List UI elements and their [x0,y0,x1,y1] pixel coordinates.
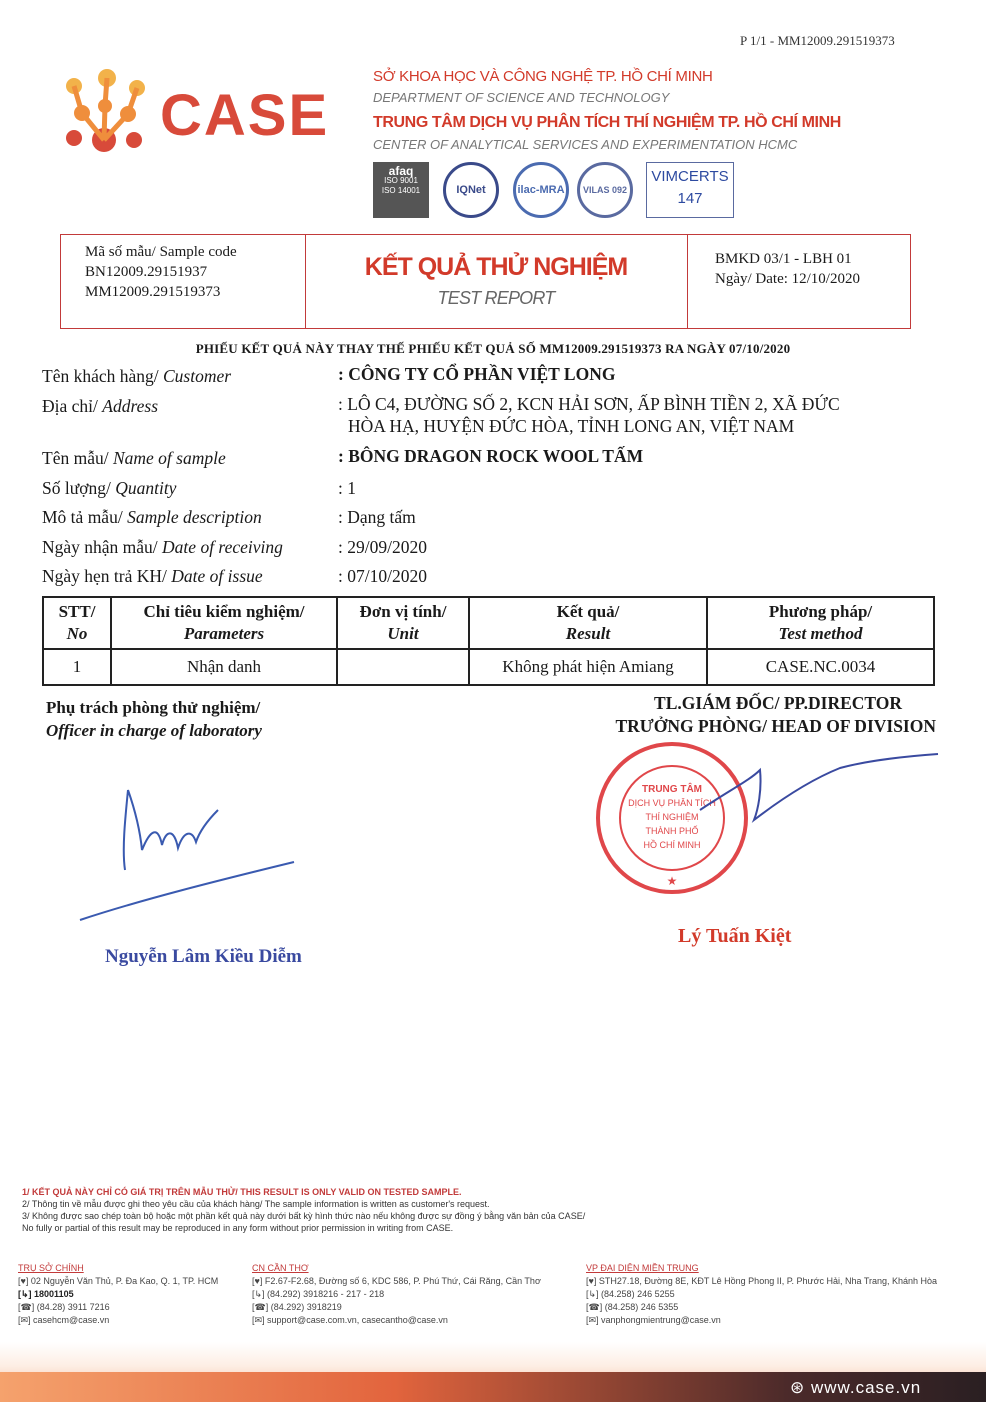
vilas-certificate-icon: VILAS 092 [577,162,633,218]
left-signatory-name: Nguyễn Lâm Kiều Diễm [105,946,302,967]
report-subtitle: TEST REPORT [437,288,555,308]
page-reference: P 1/1 - MM12009.291519373 [740,33,895,48]
svg-text:TRUNG TÂM: TRUNG TÂM [642,784,702,795]
quantity-label: Số lượng/ Quantity [42,478,177,498]
quantity-value: : 1 [338,478,356,498]
cell-no: 1 [43,649,111,685]
svg-text:THÍ NGHIỆM: THÍ NGHIỆM [645,812,699,822]
cell-unit [337,649,469,685]
footer-cantho-branch: CN CẦN THƠ [♥] F2.67-F2.68, Đường số 6, KDC 586, P. Phú Thứ, Cái Răng, Cần Thơ [↳] (84.292) 3918216 - 217 - 218 [☎] (84.292) 3918219 [✉] support@case.com.vn, casecantho@case.vn [252,1263,541,1325]
svg-text:THÀNH PHỐ: THÀNH PHỐ [645,826,699,836]
replacement-note: PHIẾU KẾT QUẢ NÀY THAY THẾ PHIẾU KẾT QUẢ SỐ MM12009.291519373 RA NGÀY 07/10/2020 [195,341,791,356]
table-header-row [43,597,934,649]
right-signature-icon [690,750,950,830]
sample-name-value: : BÔNG DRAGON ROCK WOOL TẤM [338,446,644,466]
date-issue-value: : 07/10/2020 [338,566,427,586]
date-received-value: : 29/09/2020 [338,537,427,557]
date-issue-label: Ngày hẹn trả KH/ Date of issue [42,566,263,586]
brand-name: CASE [160,83,330,148]
sample-code-block: Mã số mẫu/ Sample code BN12009.29151937 MM12009.291519373 [85,244,237,300]
svg-text:★: ★ [666,874,678,888]
website-link[interactable]: ⊛ www.case.vn [790,1378,922,1397]
right-signatory-name: Lý Tuấn Kiệt [678,925,792,947]
report-header-box [60,234,911,329]
date-received-label: Ngày nhận mẫu/ Date of receiving [42,537,283,557]
afaq-certificate-icon: afaq ISO 9001 ISO 14001 [373,162,429,218]
table-row [43,649,934,685]
left-signatory-title: Phụ trách phòng thử nghiệm/ Officer in charge of laboratory [46,698,262,740]
sample-description-value: : Dạng tấm [338,507,416,527]
results-table [42,596,935,686]
address-value-line2: HÒA HẠ, HUYỆN ĐỨC HÒA, TỈNH LONG AN, VIỆT NAM [348,416,795,436]
footer-notes: 1/ KẾT QUẢ NÀY CHỈ CÓ GIÁ TRỊ TRÊN MẪU THỬ/ THIS RESULT IS ONLY VALID ON TESTED SAMPLE. 2/ Thông tin về mẫu được ghi theo yêu cầu của khách hàng/ The sample information is written as customer's request. 3/ Không được sao chép toàn bộ hoặc một phần kết quả này dưới bất kỳ hình thức nào nếu không được sự đồng ý bằng văn bản của CASE/ No fully or partial of this result may be reproduced in any form without prior permission in writing from CASE. [22,1187,586,1233]
org-line-2: DEPARTMENT OF SCIENCE AND TECHNOLOGY [373,90,670,105]
cell-method: CASE.NC.0034 [707,649,934,685]
left-signature-icon [70,770,300,930]
address-label: Địa chỉ/ Address [42,396,159,416]
sample-name-label: Tên mẫu/ Name of sample [42,448,226,468]
footer-central-office: VP ĐẠI DIỆN MIỀN TRUNG [♥] STH27.18, Đường 8E, KĐT Lê Hồng Phong II, P. Phước Hải, Nha Trang, Khánh Hòa [↳] (84.258) 246 5255 [☎] (84.258) 246 5355 [✉] vanphongmientrung@case.vn [586,1263,938,1325]
header-no: STT/ No [43,597,111,649]
sample-description-label: Mô tả mẫu/ Sample description [42,507,262,527]
customer-value: : CÔNG TY CỔ PHẦN VIỆT LONG [338,364,616,384]
cell-result: Không phát hiện Amiang [469,649,707,685]
vimcerts-badge: VIMCERTS 147 [646,162,734,218]
case-logo-icon [62,68,152,158]
org-line-3: TRUNG TÂM DỊCH VỤ PHÂN TÍCH THÍ NGHIỆM TP. HỒ CHÍ MINH [373,114,841,131]
form-code-block: BMKD 03/1 - LBH 01 Ngày/ Date: 12/10/2020 [715,251,860,287]
org-line-1: SỞ KHOA HỌC VÀ CÔNG NGHỆ TP. HỒ CHÍ MINH [373,68,713,85]
header-unit: Đơn vị tính/ Unit [337,597,469,649]
footer-head-office: TRỤ SỞ CHÍNH [♥] 02 Nguyễn Văn Thủ, P. Đa Kao, Q. 1, TP. HCM [↳] 18001105 [☎] (84.28) 3911 7216 [✉] casehcm@case.vn [18,1263,219,1325]
report-title: KẾT QUẢ THỬ NGHIỆM [364,253,628,281]
svg-text:HỒ CHÍ MINH: HỒ CHÍ MINH [643,840,701,850]
iqnet-certificate-icon: IQNet [443,162,499,218]
svg-text:DỊCH VỤ PHÂN TÍCH: DỊCH VỤ PHÂN TÍCH [628,798,716,808]
right-signatory-title: TL.GIÁM ĐỐC/ PP.DIRECTOR TRƯỞNG PHÒNG/ HEAD OF DIVISION [615,693,936,736]
address-value: : LÔ C4, ĐƯỜNG SỐ 2, KCN HẢI SƠN, ẤP BÌNH TIỀN 2, XÃ ĐỨC [338,394,840,414]
cell-parameter: Nhận danh [111,649,337,685]
header-method: Phương pháp/ Test method [707,597,934,649]
ilac-certificate-icon: ilac-MRA [513,162,569,218]
customer-label: Tên khách hàng/ Customer [42,366,232,386]
header-result: Kết quả/ Result [469,597,707,649]
org-line-4: CENTER OF ANALYTICAL SERVICES AND EXPERIMENTATION HCMC [373,137,798,152]
header-parameters: Chỉ tiêu kiểm nghiệm/ Parameters [111,597,337,649]
